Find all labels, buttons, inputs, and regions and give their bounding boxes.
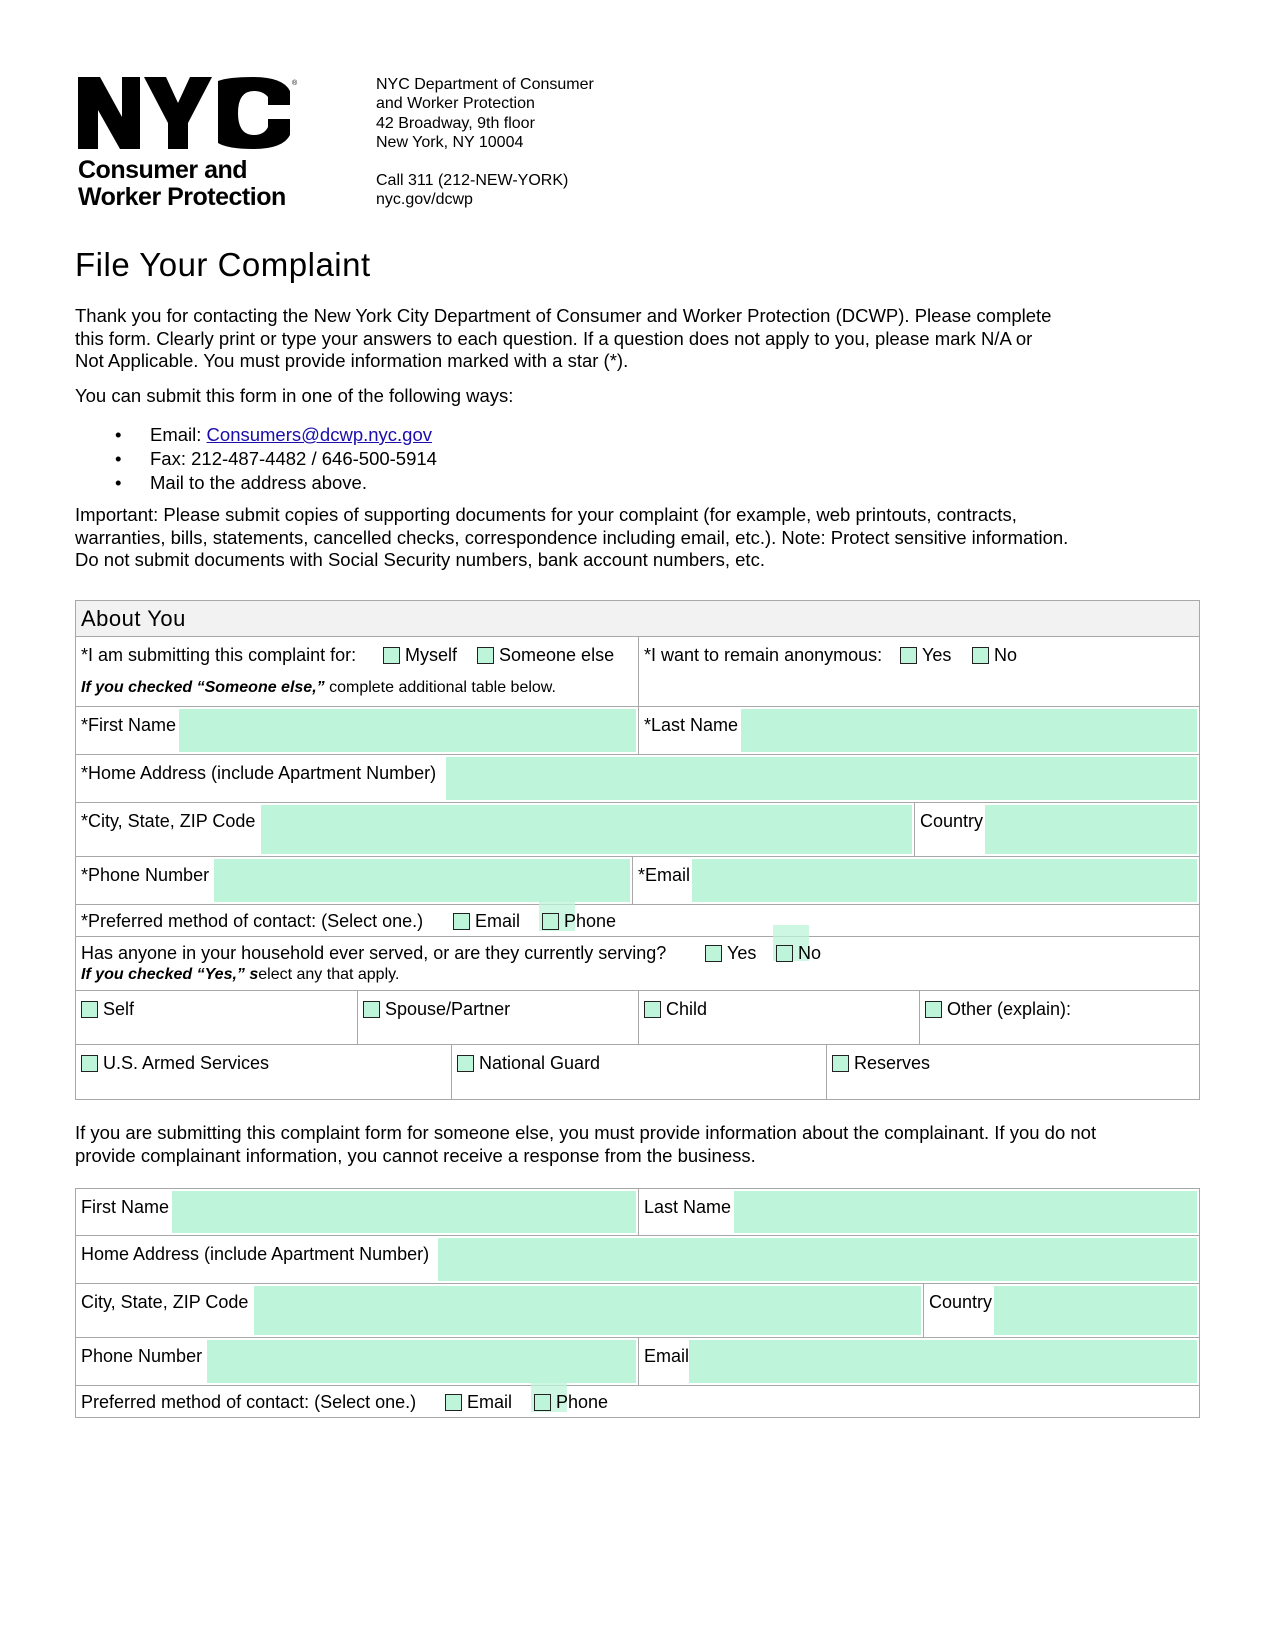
complainant-phone-field[interactable] bbox=[207, 1340, 636, 1383]
page-title: File Your Complaint bbox=[75, 246, 371, 283]
relationship-row bbox=[75, 991, 1200, 1045]
complainant-city-row: City, State, ZIP Code Country bbox=[75, 1284, 1200, 1338]
home-address-row: *Home Address (include Apartment Number) bbox=[75, 755, 1200, 803]
complainant-home-address-field[interactable] bbox=[438, 1238, 1197, 1281]
home-address-field[interactable] bbox=[446, 757, 1197, 800]
list-item: • Mail to the address above. bbox=[75, 471, 437, 495]
complainant-city-state-zip-field[interactable] bbox=[254, 1286, 921, 1335]
reserves-checkbox[interactable]: Reserves bbox=[832, 1053, 930, 1074]
complainant-preferred-row: Preferred method of contact: (Select one.) Email Phone bbox=[75, 1386, 1200, 1418]
first-name-field[interactable] bbox=[179, 709, 636, 752]
served-row: Has anyone in your household ever served, or are they currently serving? Yes No If you checked “Yes,” select any that apply. bbox=[75, 937, 1200, 991]
complainant-name-row: First Name Last Name bbox=[75, 1188, 1200, 1236]
other-checkbox[interactable]: Other (explain): bbox=[925, 999, 1071, 1020]
section-heading: About You bbox=[81, 606, 186, 631]
email-field[interactable] bbox=[692, 859, 1197, 902]
contact-email-checkbox[interactable]: Email bbox=[453, 911, 520, 932]
section-heading-row bbox=[75, 600, 1200, 637]
submit-methods-list bbox=[75, 423, 437, 495]
national-guard-checkbox[interactable]: National Guard bbox=[457, 1053, 600, 1074]
complainant-contact-phone-checkbox[interactable]: Phone bbox=[534, 1392, 608, 1413]
logo-subtitle: Consumer and Worker Protection bbox=[78, 156, 286, 211]
self-checkbox[interactable]: Self bbox=[81, 999, 134, 1020]
myself-checkbox[interactable]: Myself bbox=[383, 645, 457, 666]
submitting-for-row: *I am submitting this complaint for: Myself Someone else If you checked “Someone else,” complete additional table below. *I want to remain anonymous: Yes No bbox=[75, 637, 1200, 707]
service-branch-row bbox=[75, 1045, 1200, 1100]
last-name-field[interactable] bbox=[741, 709, 1197, 752]
contact-phone-checkbox[interactable]: Phone bbox=[542, 911, 616, 932]
anonymous-yes-checkbox[interactable]: Yes bbox=[900, 645, 951, 666]
spouse-partner-checkbox[interactable]: Spouse/Partner bbox=[363, 999, 510, 1020]
armed-services-checkbox[interactable]: U.S. Armed Services bbox=[81, 1053, 269, 1074]
name-row: *First Name *Last Name bbox=[75, 707, 1200, 755]
country-field[interactable] bbox=[985, 805, 1197, 854]
dcwp-logo bbox=[78, 77, 308, 211]
city-state-zip-field[interactable] bbox=[261, 805, 912, 854]
important-paragraph: Important: Please submit copies of supporting documents for your complaint (for example, web printouts, contracts, warranties, bills, statements, cancelled checks, correspondence including email, etc.). Note: Protect sensitive information. Do not submit documents with Social Security numbers, bank account numbers, etc. bbox=[75, 504, 1069, 571]
agency-address: NYC Department of Consumer and Worker Protection 42 Broadway, 9th floor New York, NY 10004 Call 311 (212-NEW-YORK) nyc.gov/dcwp bbox=[376, 76, 594, 209]
email-link[interactable]: Consumers@dcwp.nyc.gov bbox=[206, 424, 432, 445]
someone-else-intro: If you are submitting this complaint form for someone else, you must provide information about the complainant. If you do not provide complainant information, you cannot receive a response from the business. bbox=[75, 1122, 1097, 1166]
intro-paragraph: Thank you for contacting the New York City Department of Consumer and Worker Protection (DCWP). Please complete this form. Clearly print or type your answers to each question. If a question does not apply to you, please mark N/A or Not Applicable. You must provide information marked with a star (*). bbox=[75, 305, 1052, 372]
complainant-phone-email-row: Phone Number Email bbox=[75, 1338, 1200, 1386]
complainant-email-field[interactable] bbox=[689, 1340, 1197, 1383]
nyc-logo-icon bbox=[78, 77, 306, 155]
complainant-last-name-field[interactable] bbox=[734, 1191, 1197, 1233]
phone-contact: Call 311 (212-NEW-YORK) bbox=[376, 172, 569, 190]
list-item: • Fax: 212-487-4482 / 646-500-5914 bbox=[75, 447, 437, 471]
served-no-checkbox[interactable]: No bbox=[776, 943, 821, 964]
complainant-country-field[interactable] bbox=[994, 1286, 1197, 1335]
complainant-contact-email-checkbox[interactable]: Email bbox=[445, 1392, 512, 1413]
website-contact: nyc.gov/dcwp bbox=[376, 191, 473, 209]
complainant-address-row: Home Address (include Apartment Number) bbox=[75, 1236, 1200, 1284]
someone-else-note: If you checked “Someone else,” complete additional table below. bbox=[81, 679, 556, 696]
someone-else-checkbox[interactable]: Someone else bbox=[477, 645, 614, 666]
list-item: • Email: Consumers@dcwp.nyc.gov bbox=[75, 423, 437, 447]
child-checkbox[interactable]: Child bbox=[644, 999, 707, 1020]
svg-text:®: ® bbox=[292, 80, 298, 87]
preferred-contact-row: *Preferred method of contact: (Select one.) Email Phone bbox=[75, 905, 1200, 937]
city-row: *City, State, ZIP Code Country bbox=[75, 803, 1200, 857]
anonymous-no-checkbox[interactable]: No bbox=[972, 645, 1017, 666]
served-yes-checkbox[interactable]: Yes bbox=[705, 943, 756, 964]
submit-ways-text: You can submit this form in one of the following ways: bbox=[75, 385, 514, 406]
served-note: If you checked “Yes,” select any that apply. bbox=[81, 966, 400, 983]
phone-email-row: *Phone Number *Email bbox=[75, 857, 1200, 905]
complainant-first-name-field[interactable] bbox=[172, 1191, 636, 1233]
